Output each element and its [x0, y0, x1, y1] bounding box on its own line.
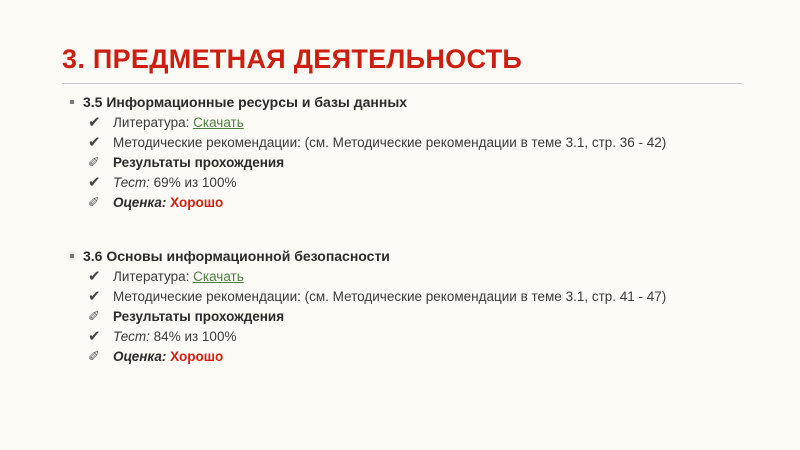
- checkmark-icon: ✔: [88, 114, 101, 131]
- results-item: [88, 308, 750, 325]
- grade-label: Оценка:: [113, 195, 167, 210]
- test-item: [88, 174, 750, 191]
- test-label: Тест:: [113, 329, 150, 344]
- results-label: Результаты прохождения: [113, 155, 285, 170]
- section-heading-text: 3.6 Основы информационной безопасности: [83, 248, 390, 264]
- checkmark-icon: ✔: [88, 328, 101, 345]
- download-link[interactable]: Скачать: [193, 115, 244, 130]
- section-3-5: [70, 93, 750, 214]
- pencil-check-icon: ✐: [88, 194, 100, 210]
- grade-value: Хорошо: [170, 195, 224, 210]
- page-title: 3. ПРЕДМЕТНАЯ ДЕЯТЕЛЬНОСТЬ: [62, 44, 523, 74]
- test-label: Тест:: [113, 175, 150, 190]
- pencil-check-icon: ✐: [88, 348, 100, 364]
- grade-item: [88, 348, 750, 365]
- guidelines-item: [88, 288, 750, 305]
- test-item: [88, 328, 750, 345]
- test-value: 84% из 100%: [153, 329, 237, 344]
- square-bullet-icon: [70, 254, 74, 258]
- section-heading-text: 3.5 Информационные ресурсы и базы данных: [83, 94, 408, 110]
- literature-item: [88, 268, 750, 285]
- results-label: Результаты прохождения: [113, 309, 285, 324]
- pencil-check-icon: ✐: [88, 308, 100, 324]
- title-divider: [62, 83, 742, 84]
- section-heading: [70, 247, 750, 265]
- guidelines-text: Методические рекомендации: (см. Методические рекомендации в теме 3.1, стр. 36 - 42): [113, 135, 667, 150]
- literature-item: [88, 114, 750, 131]
- checkmark-icon: ✔: [88, 288, 101, 305]
- section-3-6: [70, 247, 750, 368]
- download-link[interactable]: Скачать: [193, 269, 244, 284]
- pencil-check-icon: ✐: [88, 154, 100, 170]
- grade-item: [88, 194, 750, 211]
- square-bullet-icon: [70, 100, 74, 104]
- checkmark-icon: ✔: [88, 268, 101, 285]
- literature-label: Литература:: [113, 269, 190, 284]
- section-items: [88, 114, 750, 211]
- guidelines-item: [88, 134, 750, 151]
- checkmark-icon: ✔: [88, 134, 101, 151]
- section-heading: [70, 93, 750, 111]
- checkmark-icon: ✔: [88, 174, 101, 191]
- grade-label: Оценка:: [113, 349, 167, 364]
- grade-value: Хорошо: [170, 349, 224, 364]
- literature-label: Литература:: [113, 115, 190, 130]
- test-value: 69% из 100%: [153, 175, 237, 190]
- results-item: [88, 154, 750, 171]
- guidelines-text: Методические рекомендации: (см. Методические рекомендации в теме 3.1, стр. 41 - 47): [113, 289, 667, 304]
- section-items: [88, 268, 750, 365]
